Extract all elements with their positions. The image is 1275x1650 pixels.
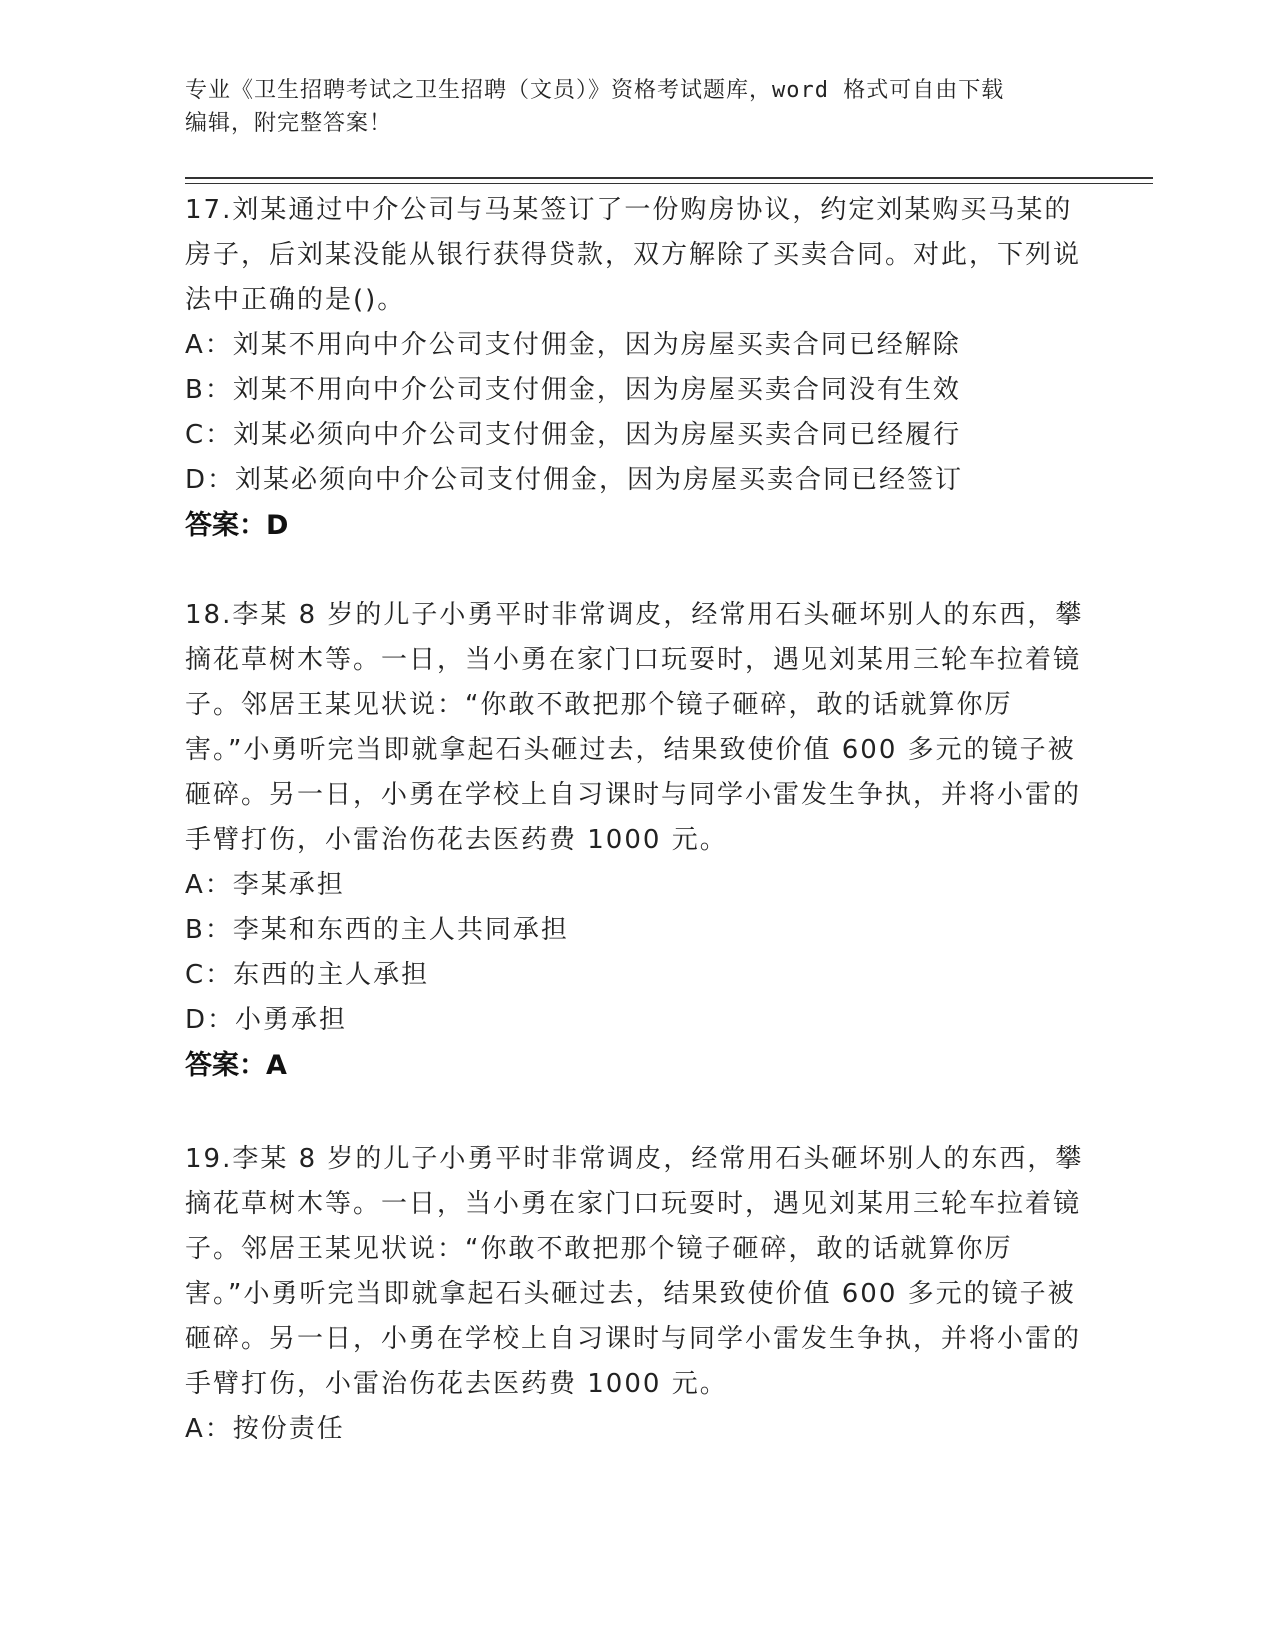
header-divider-thick (185, 177, 1153, 179)
question-17 (185, 188, 1090, 548)
option-a: A：李某承担 (185, 870, 345, 900)
option-b: B：刘某不用向中介公司支付佣金，因为房屋买卖合同没有生效 (185, 375, 961, 405)
option-list (185, 323, 1090, 503)
answer-label: 答案：D (185, 510, 289, 541)
document-header (185, 74, 1065, 140)
option-d: D：小勇承担 (185, 1005, 348, 1035)
option-list (185, 1407, 1090, 1452)
answer-label: 答案：A (185, 1050, 287, 1081)
question-stem: 17.刘某通过中介公司与马某签订了一份购房协议，约定刘某购买马某的房子，后刘某没能从银行获得贷款，双方解除了买卖合同。对此，下列说法中正确的是()。 (185, 195, 1082, 315)
option-a: A：刘某不用向中介公司支付佣金，因为房屋买卖合同已经解除 (185, 330, 961, 360)
question-18 (185, 593, 1090, 1088)
header-line-2: 编辑，附完整答案！ (185, 111, 393, 136)
option-c: C：东西的主人承担 (185, 960, 430, 990)
option-list (185, 863, 1090, 1043)
option-b: B：李某和东西的主人共同承担 (185, 915, 569, 945)
question-19 (185, 1137, 1090, 1452)
header-line-1: 专业《卫生招聘考试之卫生招聘（文员）》资格考试题库，word 格式可自由下载 (185, 78, 1005, 103)
option-d: D：刘某必须向中介公司支付佣金，因为房屋买卖合同已经签订 (185, 465, 964, 495)
question-stem: 19.李某 8 岁的儿子小勇平时非常调皮，经常用石头砸坏别人的东西，攀摘花草树木等。一日，当小勇在家门口玩耍时，遇见刘某用三轮车拉着镜子。邻居王某见状说：“你敢不敢把那个镜子砸碎，敢的话就算你厉害。”小勇听完当即就拿起石头砸过去，结果致使价值 600 多元的镜子被砸碎。另一日，小勇在学校上自习课时与同学小雷发生争执，并将小雷的手臂打伤，小雷治伤花去医药费 1000 元。 (185, 1144, 1084, 1399)
option-a: A：按份责任 (185, 1414, 345, 1444)
question-stem: 18.李某 8 岁的儿子小勇平时非常调皮，经常用石头砸坏别人的东西，攀摘花草树木等。一日，当小勇在家门口玩耍时，遇见刘某用三轮车拉着镜子。邻居王某见状说：“你敢不敢把那个镜子砸碎，敢的话就算你厉害。”小勇听完当即就拿起石头砸过去，结果致使价值 600 多元的镜子被砸碎。另一日，小勇在学校上自习课时与同学小雷发生争执，并将小雷的手臂打伤，小雷治伤花去医药费 1000 元。 (185, 600, 1084, 855)
header-divider-thin (185, 183, 1153, 184)
option-c: C：刘某必须向中介公司支付佣金，因为房屋买卖合同已经履行 (185, 420, 962, 450)
